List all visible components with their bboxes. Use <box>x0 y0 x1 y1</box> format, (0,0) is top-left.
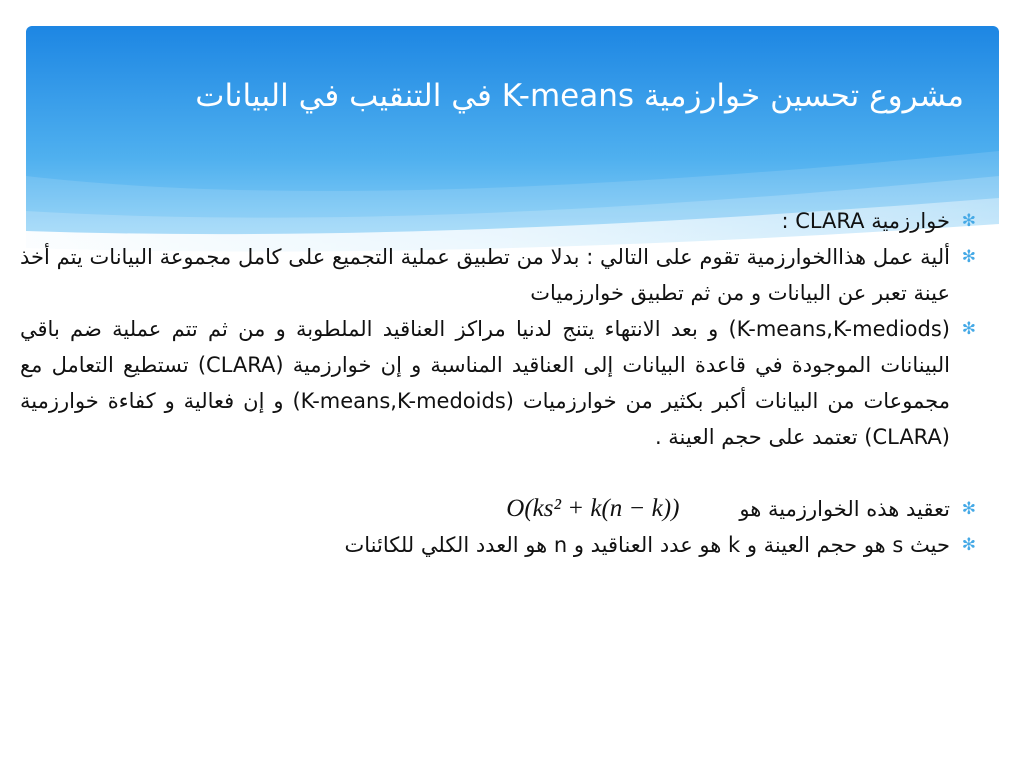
bullet-text: خوارزمية CLARA : <box>781 209 950 233</box>
bullet-text: تعقيد هذه الخوارزمية هو <box>739 497 950 521</box>
asterisk-bullet-icon: ✻ <box>961 211 976 231</box>
slide-title: مشروع تحسين خوارزمية K-means في التنقيب في البيانات <box>195 78 964 114</box>
complexity-formula: O(ks² + k(n − k)) <box>506 495 680 522</box>
bullet-text: (K-means,K-mediods) و بعد الانتهاء يتنج لدنيا مراكز العناقيد الملطوبة و من ثم تتم عملية ضم باقي البينانات الموجودة في قاعدة البيانات إلى العناقيد المناسبة و إن خوارزمية (CLARA) تستطيع التعامل مع مجموعات من البيانات أكبر بكثير من خوارزميات (K-means,K-medoids) و إن فعالية و كفاءة خوارزمية (CLARA) تعتمد على حجم العينة . <box>20 317 950 449</box>
bullet-text: ألية عمل هذاالخوارزمية تقوم على التالي : بدلا من تطبيق عملية التجميع على كامل مجموعة البيانات يتم أخذ عينة تعبر عن البيانات و من ثم تطبيق خوارزميات <box>20 245 950 305</box>
bullet-item <box>20 203 978 239</box>
spacer <box>20 455 978 491</box>
asterisk-bullet-icon: ✻ <box>961 535 976 555</box>
bullet-item <box>20 527 978 563</box>
bullet-item <box>20 311 978 455</box>
asterisk-bullet-icon: ✻ <box>961 499 976 519</box>
bullet-item <box>20 239 978 311</box>
bullet-item <box>20 491 978 527</box>
bullet-list <box>20 203 978 563</box>
asterisk-bullet-icon: ✻ <box>961 319 976 339</box>
bullet-text: حيث s هو حجم العينة و k هو عدد العناقيد و n هو العدد الكلي للكائنات <box>344 533 950 557</box>
asterisk-bullet-icon: ✻ <box>961 247 976 267</box>
